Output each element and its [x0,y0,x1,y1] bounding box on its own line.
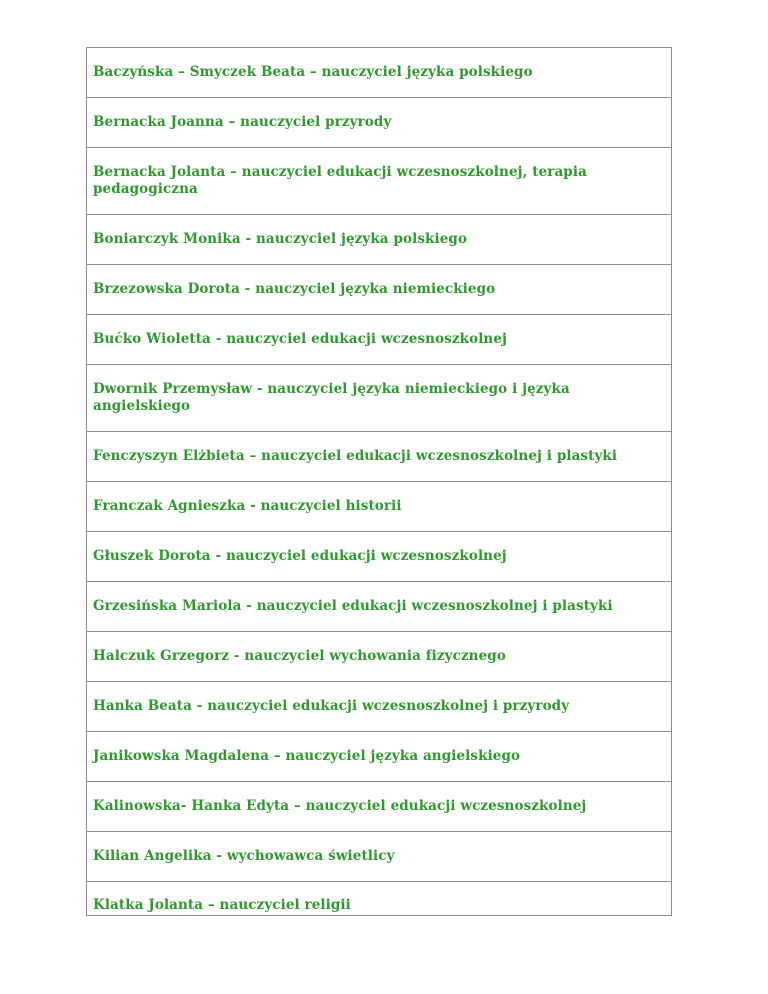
staff-entry: Kilian Angelika - wychowawca świetlicy [87,832,672,882]
table-row [87,365,672,432]
table-row [87,682,672,732]
staff-entry: Franczak Agnieszka - nauczyciel historii [87,482,672,532]
table-row [87,215,672,265]
staff-entry: Halczuk Grzegorz - nauczyciel wychowania fizycznego [87,632,672,682]
staff-entry: Bućko Wioletta - nauczyciel edukacji wczesnoszkolnej [87,315,672,365]
table-row [87,148,672,215]
table-row [87,632,672,682]
table-row [87,482,672,532]
staff-entry: Brzezowska Dorota - nauczyciel języka niemieckiego [87,265,672,315]
staff-entry: Hanka Beata - nauczyciel edukacji wczesnoszkolnej i przyrody [87,682,672,732]
table-row [87,732,672,782]
staff-entry: Janikowska Magdalena – nauczyciel języka angielskiego [87,732,672,782]
staff-entry: Dwornik Przemysław - nauczyciel języka niemieckiego i języka angielskiego [87,365,672,432]
staff-entry: Bernacka Joanna – nauczyciel przyrody [87,98,672,148]
staff-entry: Fenczyszyn Elżbieta – nauczyciel edukacji wczesnoszkolnej i plastyki [87,432,672,482]
staff-entry: Głuszek Dorota - nauczyciel edukacji wczesnoszkolnej [87,532,672,582]
table-row [87,48,672,98]
staff-entry: Klatka Jolanta – nauczyciel religii [87,882,672,916]
table-row [87,782,672,832]
table-row [87,315,672,365]
table-row [87,832,672,882]
staff-entry: Boniarczyk Monika - nauczyciel języka polskiego [87,215,672,265]
staff-entry: Baczyńska – Smyczek Beata – nauczyciel języka polskiego [87,48,672,98]
staff-entry: Bernacka Jolanta – nauczyciel edukacji wczesnoszkolnej, terapia pedagogiczna [87,148,672,215]
staff-entry: Kalinowska- Hanka Edyta – nauczyciel edukacji wczesnoszkolnej [87,782,672,832]
table-row [87,98,672,148]
staff-entry: Grzesińska Mariola - nauczyciel edukacji wczesnoszkolnej i plastyki [87,582,672,632]
table-row [87,582,672,632]
staff-table [86,47,672,916]
table-row [87,532,672,582]
table-row [87,432,672,482]
table-row [87,265,672,315]
table-row [87,882,672,916]
